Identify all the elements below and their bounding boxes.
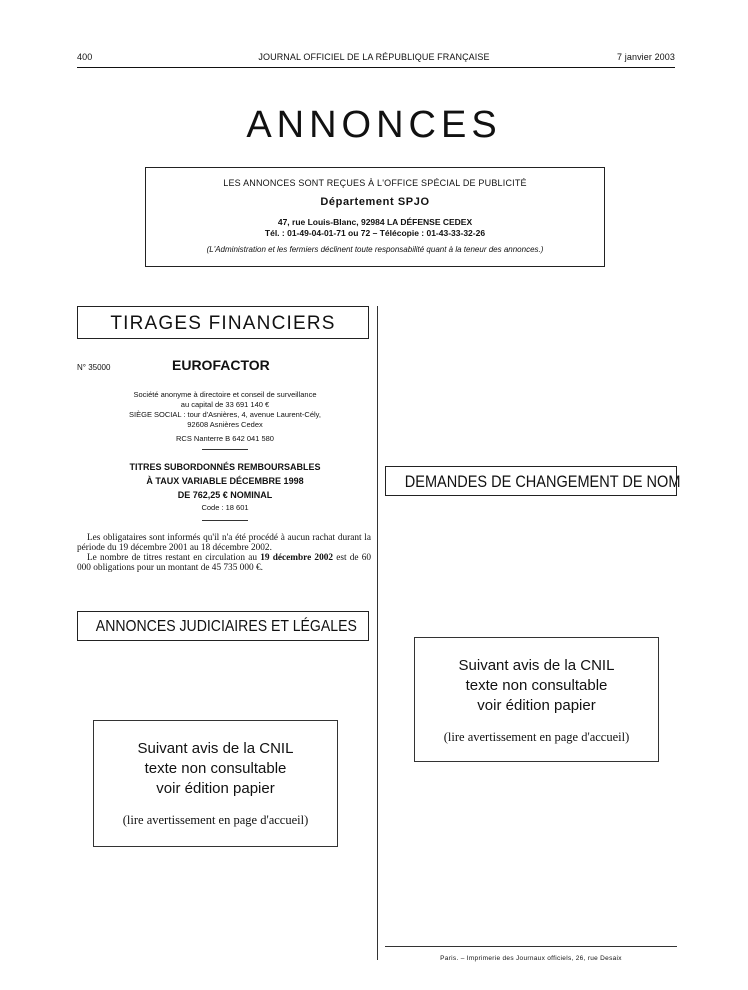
cnil-line-1: Suivant avis de la CNIL bbox=[458, 657, 615, 674]
separator bbox=[202, 520, 248, 521]
header-rule bbox=[77, 67, 675, 68]
column-divider bbox=[377, 306, 378, 960]
info-line-1: LES ANNONCES SONT REÇUES À L'OFFICE SPÉCIAL DE PUBLICITÉ bbox=[223, 178, 527, 188]
announcement-body bbox=[77, 533, 371, 573]
desc-line-1: Société anonyme à directoire et conseil de surveillance bbox=[133, 390, 317, 399]
titres-block bbox=[80, 460, 370, 513]
info-address: 47, rue Louis-Blanc, 92984 LA DÉFENSE CEDEX bbox=[277, 217, 473, 227]
desc-line-2: au capital de 33 691 140 € bbox=[180, 400, 270, 409]
journal-title: JOURNAL OFFICIEL DE LA RÉPUBLIQUE FRANÇAISE bbox=[258, 52, 490, 62]
titres-line-2: À TAUX VARIABLE DÉCEMBRE 1998 bbox=[146, 476, 304, 486]
company-name: EUROFACTOR bbox=[172, 357, 270, 373]
titres-line-3: DE 762,25 € NOMINAL bbox=[177, 490, 273, 500]
info-box bbox=[145, 167, 605, 267]
company-description bbox=[80, 390, 370, 444]
announcement-number: N° 35000 bbox=[77, 363, 111, 372]
desc-line-3: SIÈGE SOCIAL : tour d'Asnières, 4, avenue Laurent-Cély, bbox=[129, 410, 321, 419]
demandes-heading-text: DEMANDES DE CHANGEMENT DE NOM bbox=[404, 473, 681, 491]
paragraph-2-end: est de 60 000 obligations pour un montant de 45 735 000 €. bbox=[77, 553, 372, 573]
cnil-line-2: texte non consultable bbox=[465, 677, 608, 694]
desc-line-4: 92608 Asnières Cedex bbox=[187, 420, 263, 429]
paragraph-1: Les obligataires sont informés qu'il n'a été procédé à aucun rachat durant la période du 19 décembre 2001 au 18 décembre 2002. bbox=[77, 533, 371, 553]
cnil-line-3: voir édition papier bbox=[156, 780, 275, 797]
page-number: 400 bbox=[77, 52, 93, 62]
titres-line-1: TITRES SUBORDONNÉS REMBOURSABLES bbox=[129, 462, 321, 472]
paragraph-2-start: Le nombre de titres restant en circulation au bbox=[87, 553, 261, 563]
cnil-line-3: voir édition papier bbox=[477, 697, 596, 714]
tirages-heading-text: TIRAGES FINANCIERS bbox=[110, 313, 336, 334]
paragraph-2-date: 19 décembre 2002 bbox=[260, 553, 334, 563]
printer-footer: Paris. – Imprimerie des Journaux officiels, 26, rue Desaix bbox=[440, 955, 622, 962]
page-title: ANNONCES bbox=[246, 104, 502, 146]
rcs-line: RCS Nanterre B 642 041 580 bbox=[176, 434, 274, 443]
annonces-judiciaires-heading bbox=[77, 611, 369, 641]
footer-rule bbox=[385, 946, 677, 947]
tirages-heading bbox=[77, 306, 369, 339]
paragraph-2 bbox=[77, 553, 371, 573]
cnil-notice-right bbox=[414, 637, 659, 762]
cnil-line-2: texte non consultable bbox=[144, 760, 287, 777]
cnil-line-1: Suivant avis de la CNIL bbox=[137, 740, 294, 757]
annonces-judiciaires-text: ANNONCES JUDICIAIRES ET LÉGALES bbox=[95, 618, 357, 635]
code-line: Code : 18 601 bbox=[201, 503, 249, 512]
info-phone: Tél. : 01-49-04-01-71 ou 72 – Télécopie : 01-43-33-32-26 bbox=[264, 228, 486, 238]
cnil-note: (lire avertissement en page d'accueil) bbox=[443, 730, 630, 744]
issue-date: 7 janvier 2003 bbox=[617, 52, 675, 62]
cnil-notice-left bbox=[93, 720, 338, 847]
separator bbox=[202, 449, 248, 450]
info-line-2: Département SPJO bbox=[320, 196, 430, 208]
cnil-note: (lire avertissement en page d'accueil) bbox=[122, 813, 309, 827]
info-disclaimer: (L'Administration et les fermiers déclinent toute responsabilité quant à la teneur des annonces.) bbox=[206, 245, 544, 254]
demandes-heading bbox=[385, 466, 681, 496]
